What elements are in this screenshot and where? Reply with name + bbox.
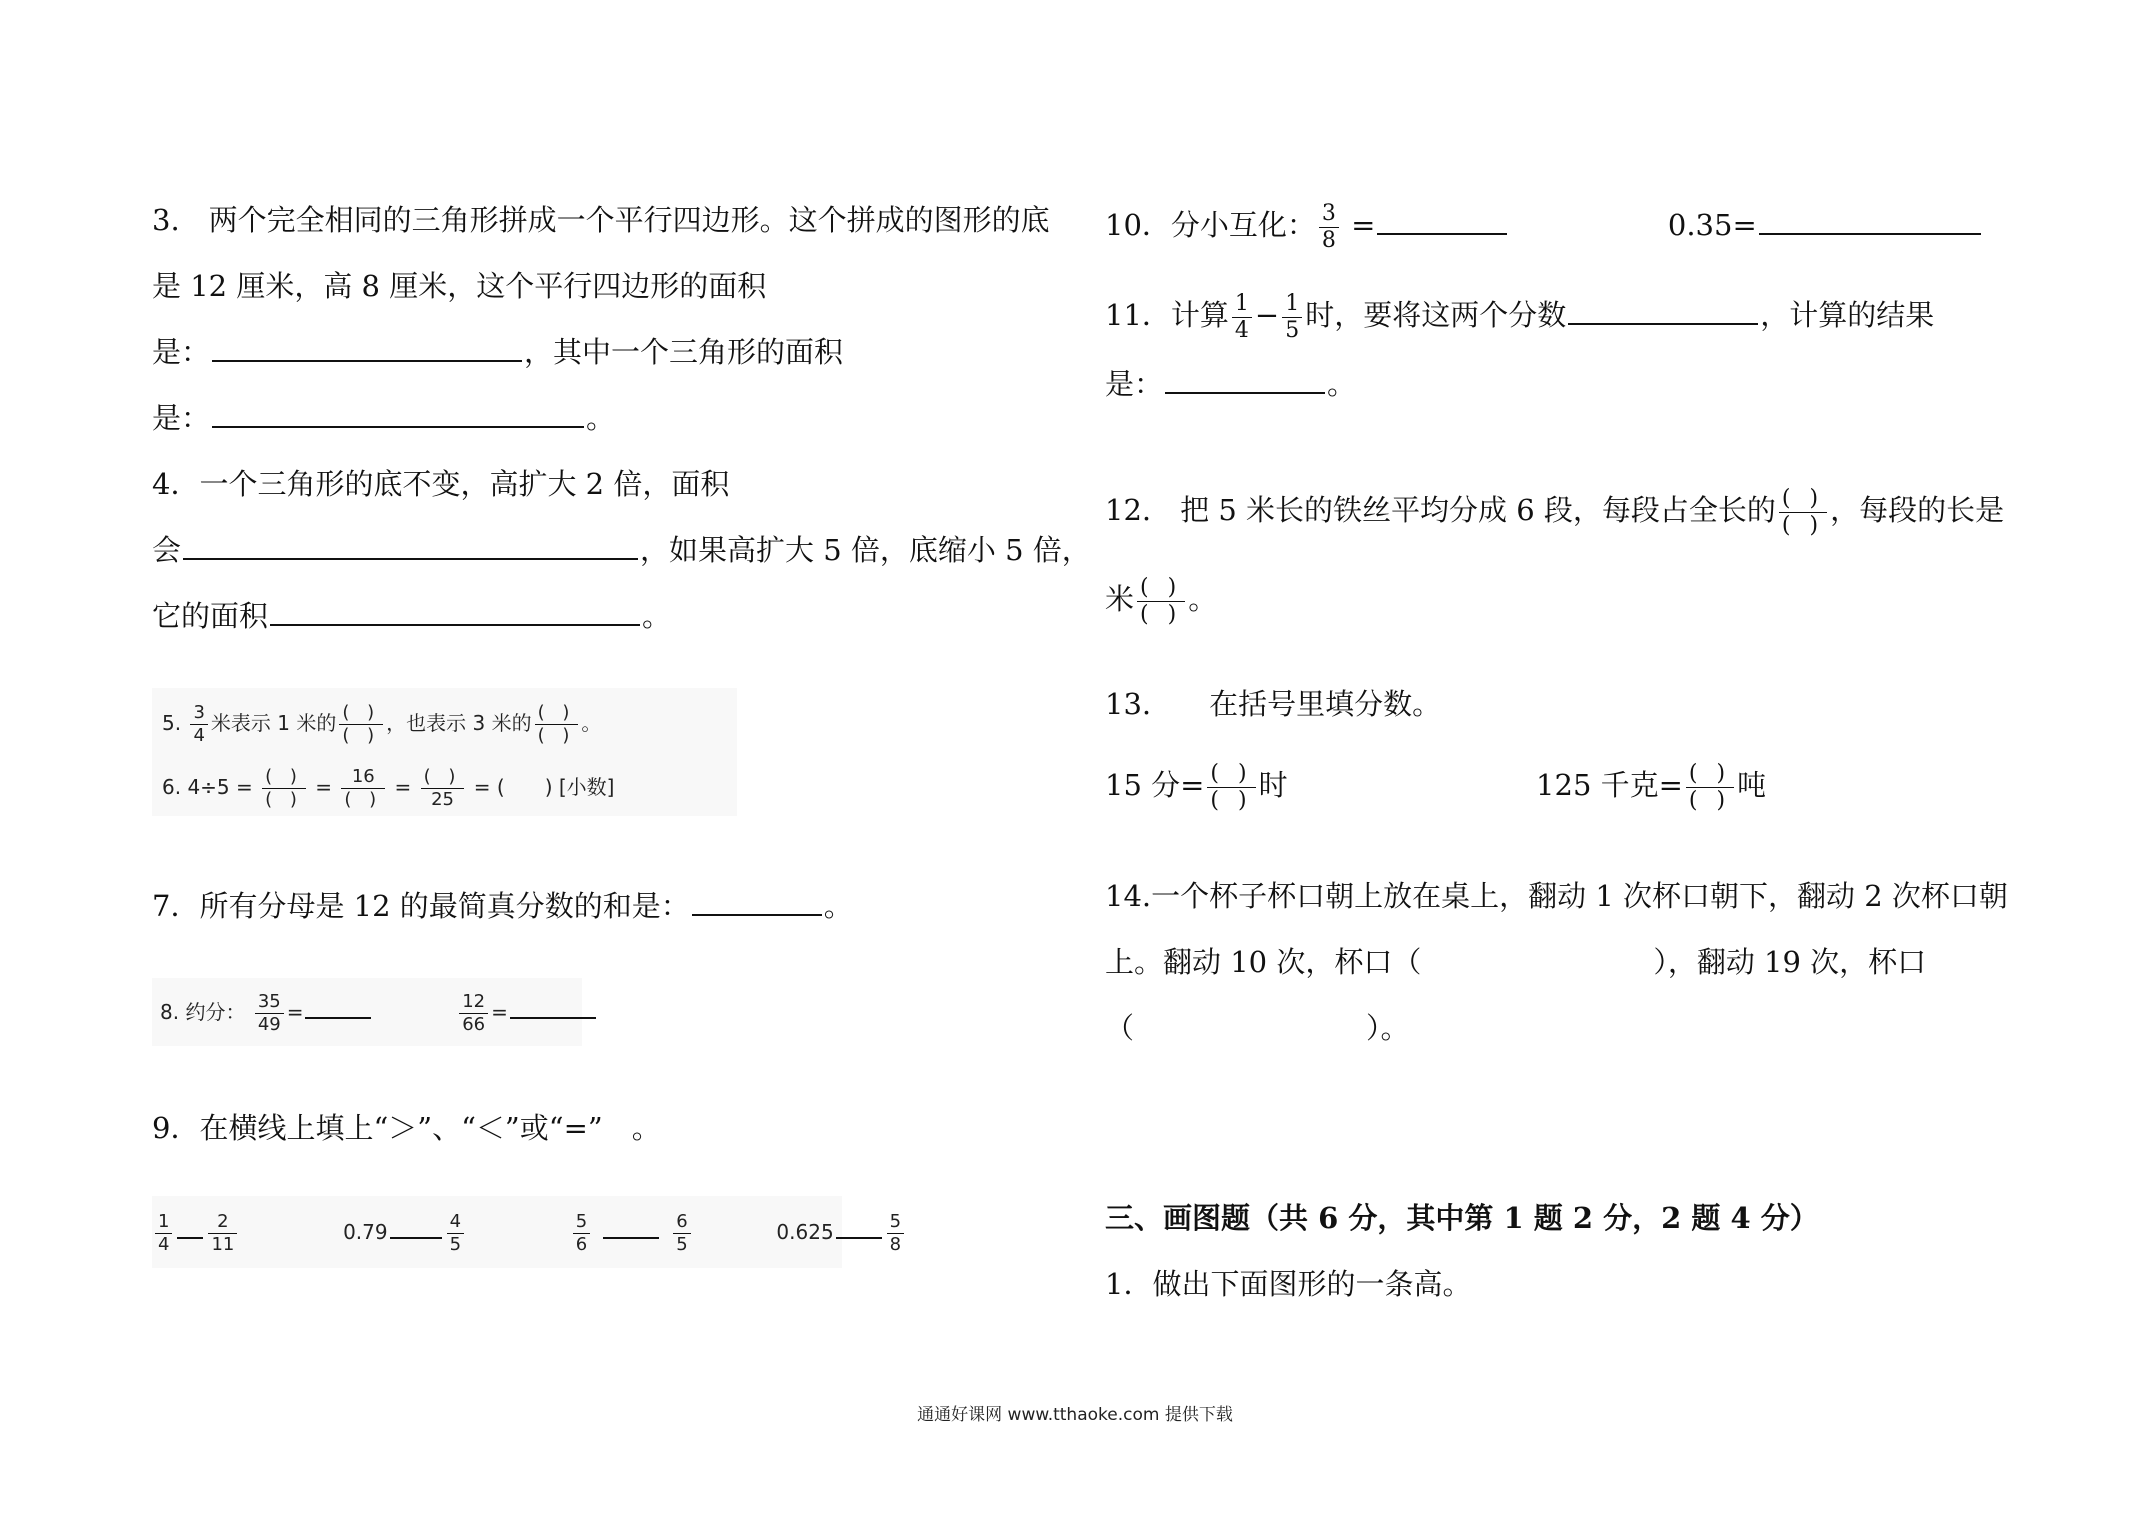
q6-line: 6. 4÷5 = $\frac{( )}{( )}$ = $\frac{16}{( )}$ = $\frac{( )}{25}$ = ( ) [小数] [162,766,615,810]
q12-answer-fraction-2[interactable]: $\frac{( )}{( )}$ [1137,577,1185,626]
q11-fraction-b: $\frac{1}{5}$ [1282,293,1302,342]
q8-fraction-2: $\frac{12}{66}$ [459,993,488,1034]
page-footer: 通通好课网 www.tthaoke.com 提供下载 [917,1405,1233,1425]
q10-fraction: $\frac{3}{8}$ [1319,203,1339,252]
q13-answer-fraction-2[interactable]: $\frac{( )}{( )}$ [1686,763,1734,812]
q11-fraction-a: $\frac{1}{4}$ [1232,293,1252,342]
q14-line1: 14.一个杯子杯口朝上放在桌上，翻动 1 次杯口朝下，翻动 2 次杯口朝 [1105,879,2008,913]
q9-line: 9．在横线上填上“＞”、“＜”或“=” 。 [152,1111,661,1145]
q9-blank-4[interactable] [836,1217,882,1239]
q3-line4: 是： 。 [152,401,616,435]
section3-q1: 1．做出下面图形的一条高。 [1105,1267,1472,1301]
q7-line: 7．所有分母是 12 的最简真分数的和是： 。 [152,889,853,923]
q3-blank-area[interactable] [212,334,522,362]
q10-blank-1[interactable] [1377,207,1507,235]
q5-fraction: $\frac{3}{4}$ [190,704,207,745]
q12-line1: 12. 把 5 米长的铁丝平均分成 6 段，每段占全长的 $\frac{( )}{( )}$ ，每段的长是 [1105,485,2005,538]
q8-fraction-1: $\frac{35}{49}$ [255,993,284,1034]
q9-blank-1[interactable] [177,1217,203,1239]
section3-title: 三、画图题（共 6 分，其中第 1 题 2 分，2 题 4 分） [1105,1201,1819,1235]
q6-answer-fraction-3[interactable]: $\frac{( )}{25}$ [421,768,465,809]
q11-line1: 11．计算 $\frac{1}{4}$ − $\frac{1}{5}$ 时，要将这两个分数 ，计算的结果 [1105,290,1935,343]
q9-fraction-a: $\frac{1}{4}$ [155,1213,172,1254]
q9-fraction-e: $\frac{5}{6}$ [573,1213,590,1254]
q5-answer-fraction-1[interactable]: $\frac{( )}{( )}$ [339,704,383,745]
q4-line3: 它的面积 。 [152,599,672,633]
q3-line2: 是 12 厘米，高 8 厘米，这个平行四边形的面积 [152,269,767,303]
q9-fraction-d: $\frac{4}{5}$ [447,1213,464,1254]
q10-blank-2[interactable] [1759,207,1981,235]
q3-line1: 3. 两个完全相同的三角形拼成一个平行四边形。这个拼成的图形的底 [152,203,1050,237]
q4-line1: 4．一个三角形的底不变，高扩大 2 倍，面积 [152,467,730,501]
q8-blank-2[interactable] [510,997,596,1019]
q9-blank-2[interactable] [390,1217,442,1239]
q13-answer-fraction-1[interactable]: $\frac{( )}{( )}$ [1207,763,1255,812]
q14-line3: （ ）。 [1105,1011,1410,1045]
q14-line2: 上。翻动 10 次，杯口（ ），翻动 19 次，杯口 [1105,945,1927,979]
q8-line: 8. 约分： $\frac{35}{49}$ = $\frac{12}{66}$ = [160,984,598,1040]
q9-fraction-b: $\frac{2}{11}$ [208,1213,237,1254]
q13-row: 15 分= $\frac{( )}{( )}$ 时 125 千克= $\frac{( )}{( )}$ 吨 [1105,760,1767,813]
q6-answer-fraction-1[interactable]: $\frac{( )}{( )}$ [262,768,306,809]
q9-fraction-f: $\frac{6}{5}$ [673,1213,690,1254]
q4-blank-1[interactable] [183,532,638,560]
q4-blank-2[interactable] [270,598,640,626]
q4-line2: 会 ，如果高扩大 5 倍，底缩小 5 倍， [152,533,1091,567]
q10-line: 10．分小互化： $\frac{3}{8}$ = 0.35= [1105,200,1983,252]
q8-blank-1[interactable] [305,997,371,1019]
q12-line2: 米 $\frac{( )}{( )}$ 。 [1105,574,1218,627]
q3-blank-triangle[interactable] [212,400,584,428]
q13-title: 13. 在括号里填分数。 [1105,687,1442,721]
q3-line3: 是： ，其中一个三角形的面积 [152,335,844,369]
q12-answer-fraction-1[interactable]: $\frac{( )}{( )}$ [1779,488,1827,537]
q11-blank-1[interactable] [1568,297,1758,325]
q9-compare-row: $\frac{1}{4}$ $\frac{2}{11}$ 0.79 $\frac{4}{5}$ $\frac{5}{6}$ $\frac{6}{5}$ 0.625 $\frac{5}{8}$ [152,1202,907,1262]
q9-blank-3[interactable] [603,1217,659,1239]
q9-fraction-h: $\frac{5}{8}$ [887,1213,904,1254]
q6-answer-fraction-2[interactable]: $\frac{16}{( )}$ [341,768,385,809]
q5-answer-fraction-2[interactable]: $\frac{( )}{( )}$ [535,704,579,745]
q7-blank[interactable] [692,888,822,916]
q11-line2: 是： 。 [1105,367,1357,401]
q5-line: 5. $\frac{3}{4}$ 米表示 1 米的 $\frac{( )}{( )}$ ，也表示 3 米的 $\frac{( )}{( )}$ 。 [162,702,602,746]
q11-blank-2[interactable] [1165,366,1325,394]
